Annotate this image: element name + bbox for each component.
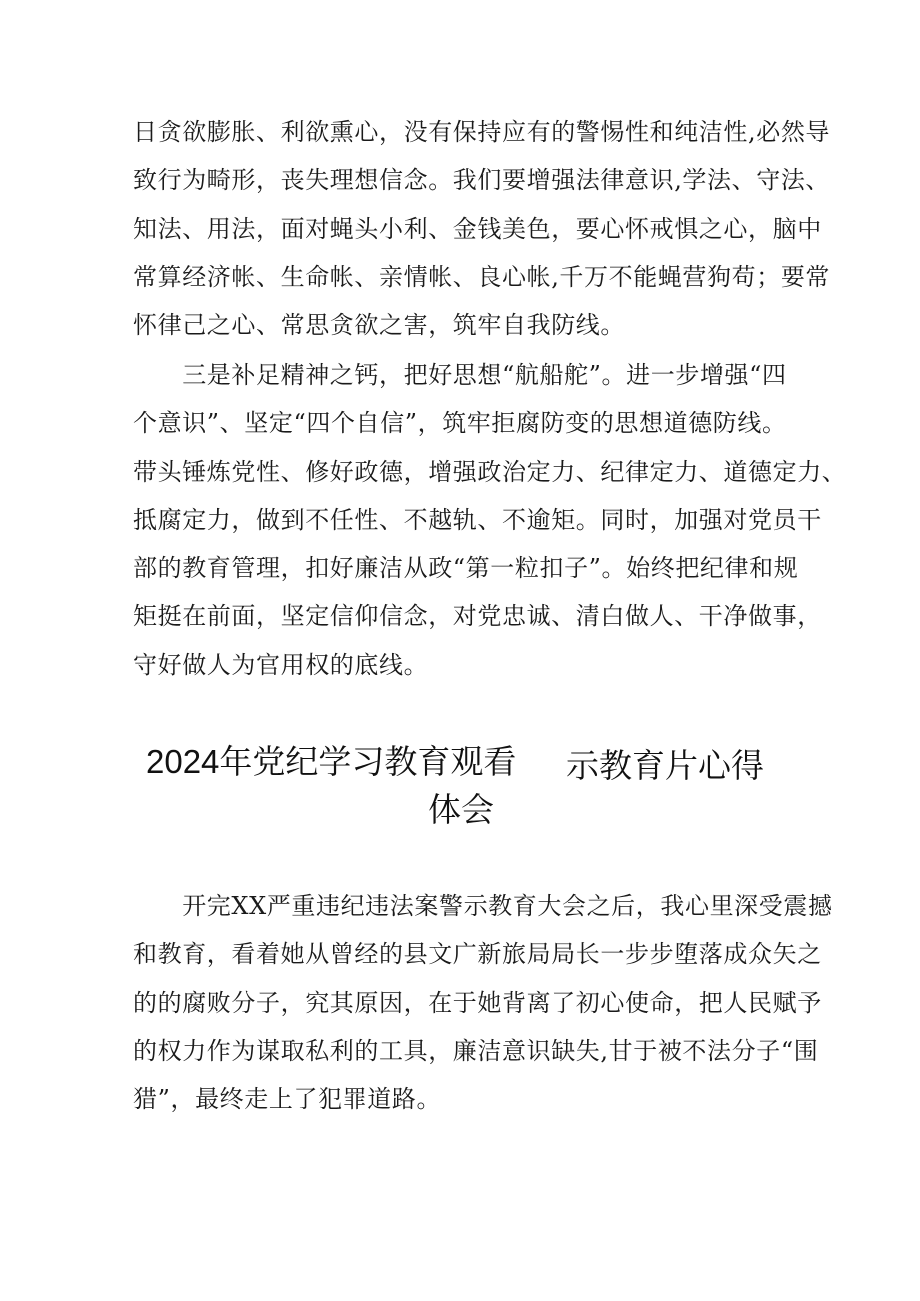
text-line: 带头锤炼党性、修好政德，增强政治定力、纪律定力、道德定力、 — [133, 457, 847, 486]
text-line: 致行为畸形，丧失理想信念。我们要增强法律意识,学法、守法、 — [133, 166, 831, 195]
text-line: 和教育，看着她从曾经的县文广新旅局局长一步步堕落成众矢之 — [133, 940, 822, 969]
text-line: 抵腐定力，做到不任性、不越轨、不逾矩。同时，加强对党员干 — [133, 505, 822, 534]
text-line: 日贪欲膨胀、利欲熏心，没有保持应有的警惕性和纯洁性,必然导 — [133, 118, 831, 146]
text-line: 矩挺在前面，坚定信仰信念，对党忠诚、清白做人、干净做事， — [133, 602, 822, 631]
text-line: 守好做人为官用权的底线。 — [133, 650, 429, 679]
heading-part-2: 示教育片心得 — [566, 747, 764, 784]
text-line: 个意识”、坚定“四个自信”，筑牢拒腐防变的思想道德防线。 — [133, 409, 787, 438]
paragraph-1 — [133, 108, 831, 349]
heading-part-3: 体会 — [428, 791, 494, 828]
text-line: 猎”，最终走上了犯罪道路。 — [133, 1085, 442, 1114]
text-line: 三是补足精神之钙，把好思想“航船舵”。进一步增强“四 — [133, 361, 787, 389]
text-line: 部的教育管理，扣好廉洁从政“第一粒扣子”。始终把纪律和规 — [133, 554, 799, 583]
text-line: 开完XX严重违纪违法案警示教育大会之后，我心里深受震撼 — [133, 892, 833, 920]
text-line: 的权力作为谋取私利的工具，廉洁意识缺失,甘于被不法分子“围 — [133, 1036, 819, 1065]
paragraph-3 — [133, 882, 833, 1123]
text-line: 知法、用法，面对蝇头小利、金钱美色，要心怀戒惧之心，脑中 — [133, 214, 822, 243]
text-line: 的的腐败分子，究其原因，在于她背离了初心使命，把人民赋予 — [133, 988, 822, 1017]
text-line: 怀律己之心、常思贪欲之害，筑牢自我防线。 — [133, 311, 625, 340]
paragraph-2 — [133, 351, 847, 689]
text-line: 常算经济帐、生命帐、亲情帐、良心帐,千万不能蝇营狗苟；要常 — [133, 262, 831, 291]
heading-part-1: 2024年党纪学习教育观看 — [146, 743, 517, 780]
